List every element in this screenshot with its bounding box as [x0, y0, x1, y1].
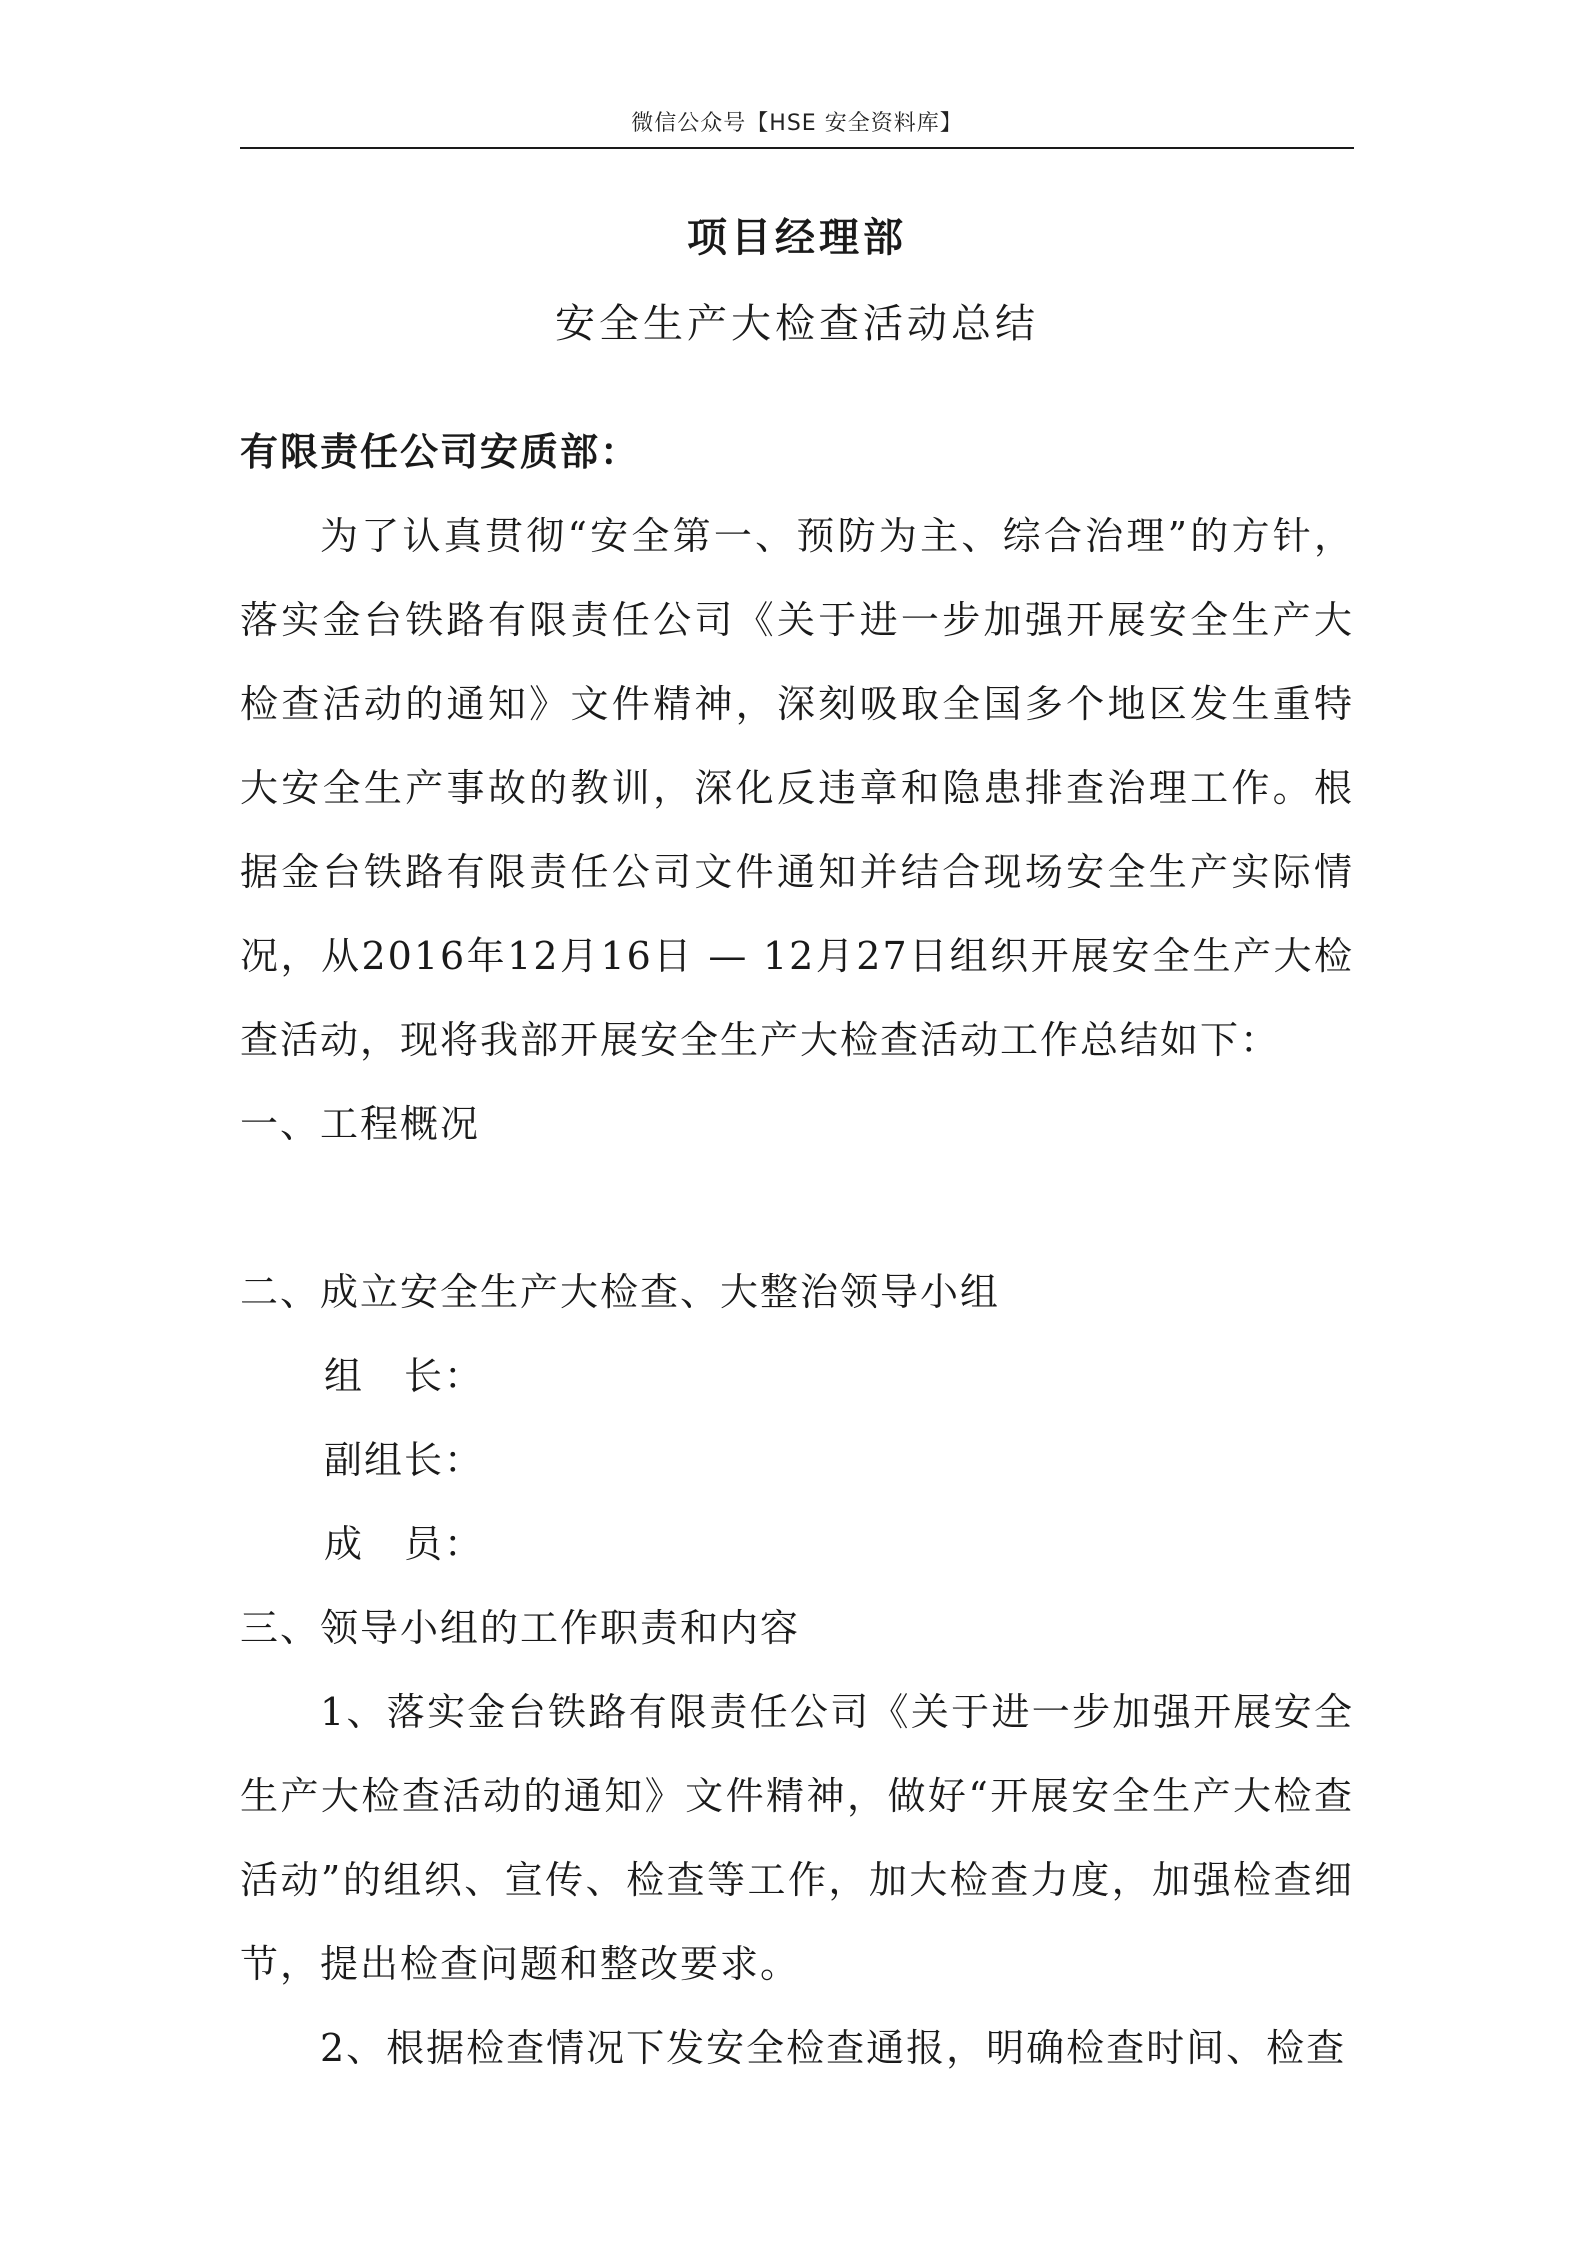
section-1-heading: 一、工程概况 — [240, 1102, 481, 1146]
intro-paragraph: 为了认真贯彻“安全第一、预防为主、综合治理”的方针，落实金台铁路有限责任公司《关于进一步加强开展安全生产大检查活动的通知》文件精神，深刻吸取全国多个地区发生重特大安全生产事故的教训，深化反违章和隐患排查治理工作。根据金台铁路有限责任公司文件通知并结合现场安全生产实际情况，从2016年12月16日 — 12月27日组织开展安全生产大检查活动，现将我部开展安全生产大检查活动工作总结如下： — [240, 514, 1354, 1062]
section-2-heading: 二、成立安全生产大检查、大整治领导小组 — [240, 1270, 1001, 1314]
header-divider — [240, 147, 1354, 149]
page-header: 微信公众号【HSE 安全资料库】 — [631, 111, 963, 136]
group-members-label: 成 员： — [324, 1522, 485, 1566]
document-body — [240, 410, 1354, 2090]
section-3-heading: 三、领导小组的工作职责和内容 — [240, 1606, 801, 1650]
section-3-item-1: 1、落实金台铁路有限责任公司《关于进一步加强开展安全生产大检查活动的通知》文件精神，做好“开展安全生产大检查活动”的组织、宣传、检查等工作，加大检查力度，加强检查细节，提出检查问题和整改要求。 — [240, 1690, 1354, 1986]
section-3-item-2: 2、根据检查情况下发安全检查通报，明确检查时间、检查 — [320, 2026, 1347, 2070]
addressee: 有限责任公司安质部： — [240, 429, 641, 474]
document-title-line-1: 项目经理部 — [687, 214, 907, 261]
group-leader-label: 组 长： — [324, 1354, 485, 1398]
blank-line — [240, 1166, 1354, 1250]
deputy-leader-label: 副组长： — [324, 1438, 485, 1482]
document-title-line-2: 安全生产大检查活动总结 — [555, 301, 1039, 347]
